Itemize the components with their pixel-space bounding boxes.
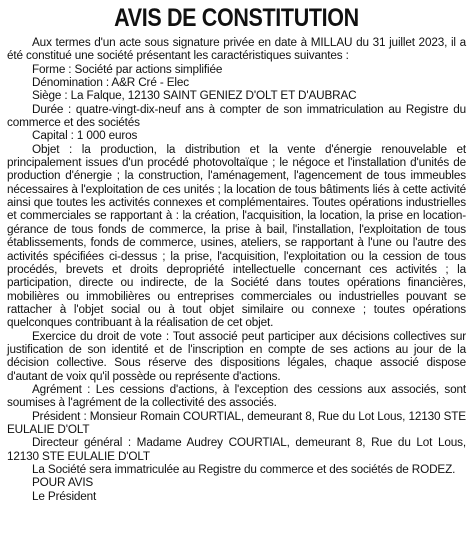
notice-pour-avis: POUR AVIS	[32, 476, 94, 490]
notice-title: AVIS DE CONSTITUTION	[114, 4, 359, 32]
notice-form-line: Forme : Société par actions simplifiée	[32, 62, 223, 76]
notice-voting-paragraph: Exercice du droit de vote : Tout associé peut participer aux décisions collectives sur justification de son identité et de l'inscription en compte de ses actions au jour de la décision collective. Sous réserve des dispositions légales, chaque associé dispose d'autant de voix qu'il possède ou représente d'actions.	[7, 329, 466, 383]
notice-capital-line: Capital : 1 000 euros	[32, 129, 138, 143]
notice-purpose-paragraph: Objet : la production, la distribution et la vente d'énergie renouvelable et principalement issues d'un procédé photovoltaïque ; le négoce et l'installation d'unités de production d'énergie ; la construction, l'aménagement, l'agencement de tous immeubles nécessaires à l'exploitation de ces unités ; la location de tous bâtiments liés à cette activité ainsi que toutes les activités connexes et complémentaires. Toutes opérations industrielles et commerciales se rapportant à : la création, l'acquisition, la location, la prise en location-gérance de tous fonds de commerce, la prise à bail, l'installation, l'exploitation de tous établissements, fonds de commerce, usines, ateliers, se rapportant à l'une ou l'autre des activités spécifiées ci-dessus ; la prise, l'acquisition, l'exploitation ou la cession de tous procédés, brevets et droits depropriété intellectuelle concernant ces activités ; la participation, directe ou indirecte, de la Société dans toutes opérations financières, mobilières ou immobilières ou entreprises commerciales ou industrielles pouvant se rattacher à l'objet social ou à tout objet similaire ou connexe ; toutes opérations quelconques contribuant à la réalisation de cet objet.	[7, 142, 466, 330]
notice-signature: Le Président	[32, 489, 97, 503]
notice-name-line: Dénomination : A&R Cré - Elec	[32, 76, 189, 90]
notice-duration-paragraph: Durée : quatre-vingt-dix-neuf ans à compter de son immatriculation au Registre du commerce et des sociétés	[7, 102, 466, 130]
notice-registration-line: La Société sera immatriculée au Registre du commerce et des sociétés de RODEZ.	[32, 463, 456, 476]
notice-director-paragraph: Directeur général : Madame Audrey COURTIAL, demeurant 8, Rue du Lot Lous, 12130 STE EULALIE D'OLT	[7, 436, 466, 463]
notice-approval-paragraph: Agrément : Les cessions d'actions, à l'exception des cessions aux associés, sont soumises à l'agrément de la collectivité des associés.	[7, 382, 466, 410]
notice-intro-paragraph: Aux termes d'un acte sous signature privée en date à MILLAU du 31 juillet 2023, il a été constitué une société présentant les caractéristiques suivantes :	[7, 36, 466, 63]
notice-seat-line: Siège : La Falque, 12130 SAINT GENIEZ D'OLT ET D'AUBRAC	[32, 89, 357, 103]
notice-president-paragraph: Président : Monsieur Romain COURTIAL, demeurant 8, Rue du Lot Lous, 12130 STE EULALIE D'OLT	[7, 409, 466, 436]
